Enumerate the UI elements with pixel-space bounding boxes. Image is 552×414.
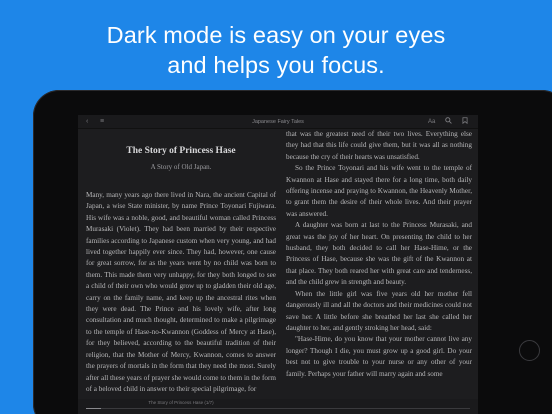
bookmark-icon[interactable] (462, 117, 468, 128)
reader-screen (78, 115, 478, 414)
reading-progress-bar[interactable] (86, 408, 470, 409)
story-paragraph: A daughter was born at last to the Princess Murasaki, and great was the joy of her heart. On presenting the child to her husband, they both decided to call her Hase-Hime, or the Princess of Hase, because she was the gift of the Kwannon at that place. They both reared her with great care and tenderness, and the child grew in strength and beauty. (286, 221, 472, 287)
story-subtitle: A Story of Old Japan. (150, 163, 212, 171)
left-page (86, 129, 276, 414)
story-title: The Story of Princess Hase (126, 146, 236, 156)
home-button (519, 340, 540, 361)
story-paragraph: that was the greatest need of their two lives. Everything else they had that this life could give them, but it was all as nothing because the cry of their hearts was unsatisfied. (286, 130, 472, 161)
right-page (286, 129, 472, 414)
headline-line-2: and helps you focus. (167, 52, 385, 78)
reading-progress-fill (86, 408, 101, 409)
story-paragraph: Many, many years ago there lived in Nara, the ancient Capital of Japan, a wise State minister, by name Prince Toyonari Fujiwara. His wife was a noble, good, and beautiful woman called Princess Murasaki (Violet). They had been married by their respective families according to Japanese custom when very young, and had lived together happily ever since. They had, however, one cause for great sorrow, for as the years went by no child was born to them. This made them very unhappy, for they both longed to see a child of their own who would grow up to gladden their old age, carry on the family name, and keep up the ancestral rites when they were dead. The Prince and his lovely wife, after long consultation and much thought, determined to make a pilgrimage to the temple of Hase-no-Kwannon (Goddess of Mercy at Hase), for they believed, according to the beautiful tradition of their religion, that the Mother of Mercy, Kwannon, comes to answer the prayers of mortals in the form that they need the most. Surely after all these years of prayer she would come to them in the form of a beloved child in answer to their special pilgrimage, for (86, 191, 276, 393)
font-size-icon[interactable]: Aa (428, 119, 436, 125)
story-paragraph: "Hase-Hime, do you know that your mother cannot live any longer? Though I die, you must grow up a good girl. Do your best not to give trouble to your nurse or any other of your family. Perhaps your father will marry again and some (286, 335, 472, 378)
search-icon[interactable] (445, 117, 452, 128)
reader-toolbar (78, 115, 478, 129)
chapter-progress-label: The Story of Princess Hase (1/7) (148, 400, 214, 405)
marketing-headline (0, 20, 552, 80)
story-paragraph: So the Prince Toyonari and his wife went to the temple of Kwannon at Hase and stayed there for a long time, both daily offering incense and praying to Kwannon, the Heavenly Mother, to grant them the desire of their whole lives. And their prayer was answered. (286, 164, 472, 218)
headline-line-1: Dark mode is easy on your eyes (106, 22, 446, 48)
chevron-left-icon[interactable]: ‹ (86, 118, 89, 125)
reader-footer (78, 399, 478, 414)
story-paragraph: When the little girl was five years old her mother fell dangerously ill and all the doctors and their medicines could not save her. A little before she breathed her last she called her daughter to her, and gently stroking her head, said: (286, 289, 472, 332)
book-title: Japanese Fairy Tales (252, 119, 304, 125)
list-icon[interactable]: ≡ (100, 118, 105, 125)
